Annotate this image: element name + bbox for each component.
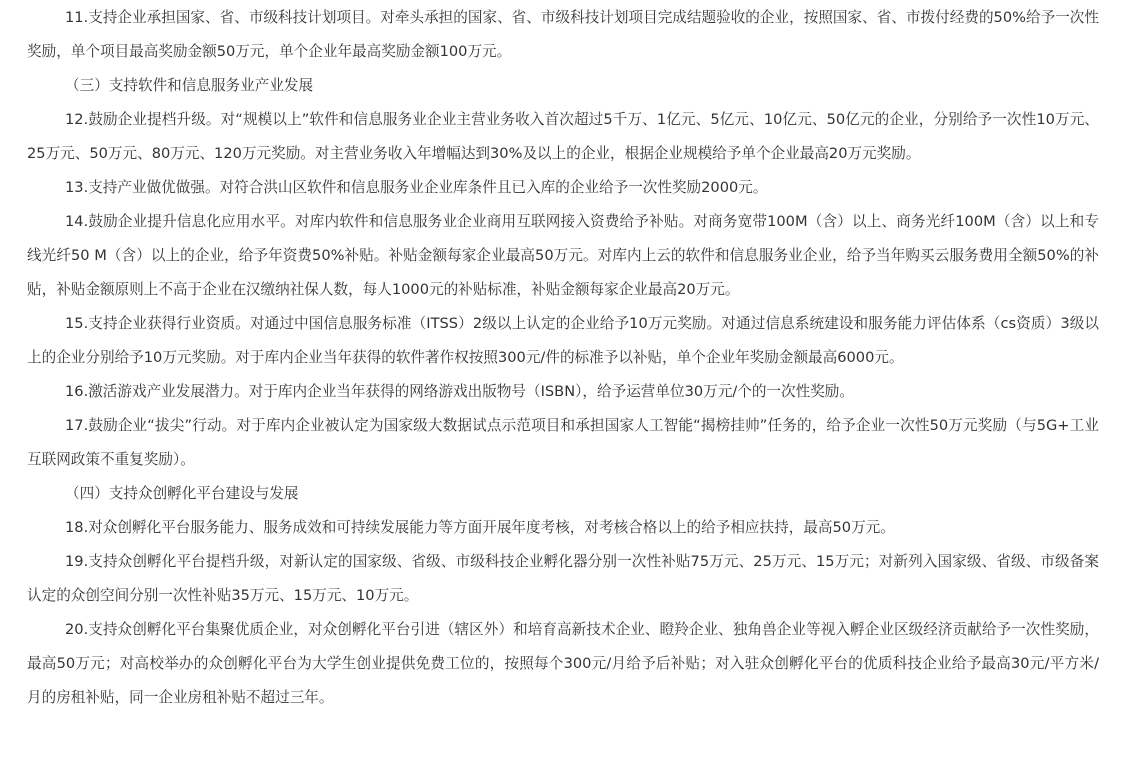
paragraph-11: 11.支持企业承担国家、省、市级科技计划项目。对牵头承担的国家、省、市级科技计划项目完成结题验收的企业，按照国家、省、市拨付经费的50%给予一次性奖励，单个项目最高奖励金额50万元，单个企业年最高奖励金额100万元。 (27, 9, 1099, 60)
paragraph-12: 12.鼓励企业提档升级。对“规模以上”软件和信息服务业企业主营业务收入首次超过5千万、1亿元、5亿元、10亿元、50亿元的企业，分别给予一次性10万元、25万元、50万元、80万元、120万元奖励。对主营业务收入年增幅达到30%及以上的企业，根据企业规模给予单个企业最高20万元奖励。 (27, 111, 1099, 162)
paragraph-20: 20.支持众创孵化平台集聚优质企业，对众创孵化平台引进（辖区外）和培育高新技术企业、瞪羚企业、独角兽企业等视入孵企业区级经济贡献给予一次性奖励，最高50万元；对高校举办的众创孵化平台为大学生创业提供免费工位的，按照每个300元/月给予后补贴；对入驻众创孵化平台的优质科技企业给予最高30元/平方米/月的房租补贴，同一企业房租补贴不超过三年。 (27, 621, 1099, 706)
policy-document (27, 0, 1099, 715)
paragraph-18: 18.对众创孵化平台服务能力、服务成效和可持续发展能力等方面开展年度考核，对考核合格以上的给予相应扶持，最高50万元。 (65, 519, 895, 536)
paragraph-17: 17.鼓励企业“拔尖”行动。对于库内企业被认定为国家级大数据试点示范项目和承担国家人工智能“揭榜挂帅”任务的，给予企业一次性50万元奖励（与5G+工业互联网政策不重复奖励）。 (27, 417, 1099, 468)
section-heading-4: （四）支持众创孵化平台建设与发展 (65, 485, 299, 502)
paragraph-13: 13.支持产业做优做强。对符合洪山区软件和信息服务业企业库条件且已入库的企业给予一次性奖励2000元。 (65, 179, 768, 196)
section-heading-3: （三）支持软件和信息服务业产业发展 (65, 77, 314, 94)
paragraph-14: 14.鼓励企业提升信息化应用水平。对库内软件和信息服务业企业商用互联网接入资费给予补贴。对商务宽带100M（含）以上、商务光纤100M（含）以上和专线光纤50 M（含）以上的企业，给予年资费50%补贴。补贴金额每家企业最高50万元。对库内上云的软件和信息服务业企业，给予当年购买云服务费用全额50%的补贴，补贴金额原则上不高于企业在汉缴纳社保人数，每人1000元的补贴标准，补贴金额每家企业最高20万元。 (27, 213, 1099, 298)
paragraph-16: 16.激活游戏产业发展潜力。对于库内企业当年获得的网络游戏出版物号（ISBN），给予运营单位30万元/个的一次性奖励。 (65, 383, 854, 400)
paragraph-15: 15.支持企业获得行业资质。对通过中国信息服务标准（ITSS）2级以上认定的企业给予10万元奖励。对通过信息系统建设和服务能力评估体系（cs资质）3级以上的企业分别给予10万元奖励。对于库内企业当年获得的软件著作权按照300元/件的标准予以补贴，单个企业年奖励金额最高6000元。 (27, 315, 1099, 366)
paragraph-19: 19.支持众创孵化平台提档升级，对新认定的国家级、省级、市级科技企业孵化器分别一次性补贴75万元、25万元、15万元；对新列入国家级、省级、市级备案认定的众创空间分别一次性补贴35万元、15万元、10万元。 (27, 553, 1099, 604)
